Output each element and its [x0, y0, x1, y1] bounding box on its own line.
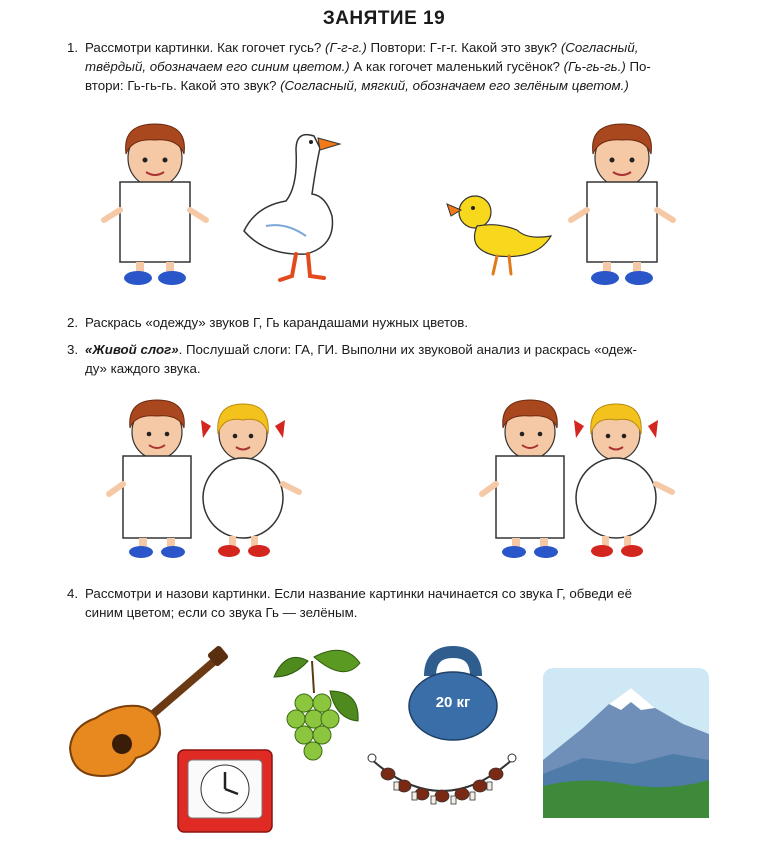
weight-label: 20 кг — [435, 694, 471, 711]
task-number: 1. — [67, 40, 79, 55]
mountains-picture — [543, 668, 709, 818]
task-4: 4. Рассмотри и назови картинки. Если название картинки начинается со звука Г, обведи её синим цветом; если со звука Гь — зелёным. — [67, 586, 633, 620]
task-1-line-3: втори: Гь-гь-гь. Какой это звук? (Согласный, мягкий, обозначаем его зелёным цветом.) — [85, 78, 629, 93]
task-2: 2. Раскрась «одежду» звуков Г, Гь карандашами нужных цветов. — [67, 315, 469, 330]
boy-girl-syllable-card-2 — [478, 398, 678, 560]
grapes-icon — [264, 647, 364, 771]
mushroom-garland-icon — [366, 752, 518, 820]
boy-girl-syllable-card-1 — [105, 398, 305, 560]
task-1-line-2: твёрдый, обозначаем его синим цветом.) А как гогочет маленький гусёнок? (Гь-гь-гь.) По- — [85, 59, 651, 74]
task-3: 3. «Живой слог». Послушай слоги: ГА, ГИ. Выполни их звуковой анализ и раскрась «одеж- ду» каждого звука. — [67, 342, 637, 376]
task-number: 3. — [67, 342, 79, 357]
duckling-icon — [447, 190, 557, 280]
page-title: ЗАНЯТИЕ 19 — [322, 8, 446, 29]
goose-icon — [236, 126, 346, 286]
boy-square-card-1 — [100, 120, 210, 290]
task-number: 4. — [67, 586, 79, 601]
task-number: 2. — [67, 315, 79, 330]
task-1 — [67, 38, 745, 95]
alarm-clock-icon — [176, 748, 274, 836]
boy-square-card-2 — [567, 120, 677, 290]
task-1-line-1: Рассмотри картинки. Как гогочет гусь? (Г-г-г.) Повтори: Г-г-г. Какой это звук? (Согласный, — [85, 40, 639, 55]
kettlebell-icon — [402, 650, 504, 742]
